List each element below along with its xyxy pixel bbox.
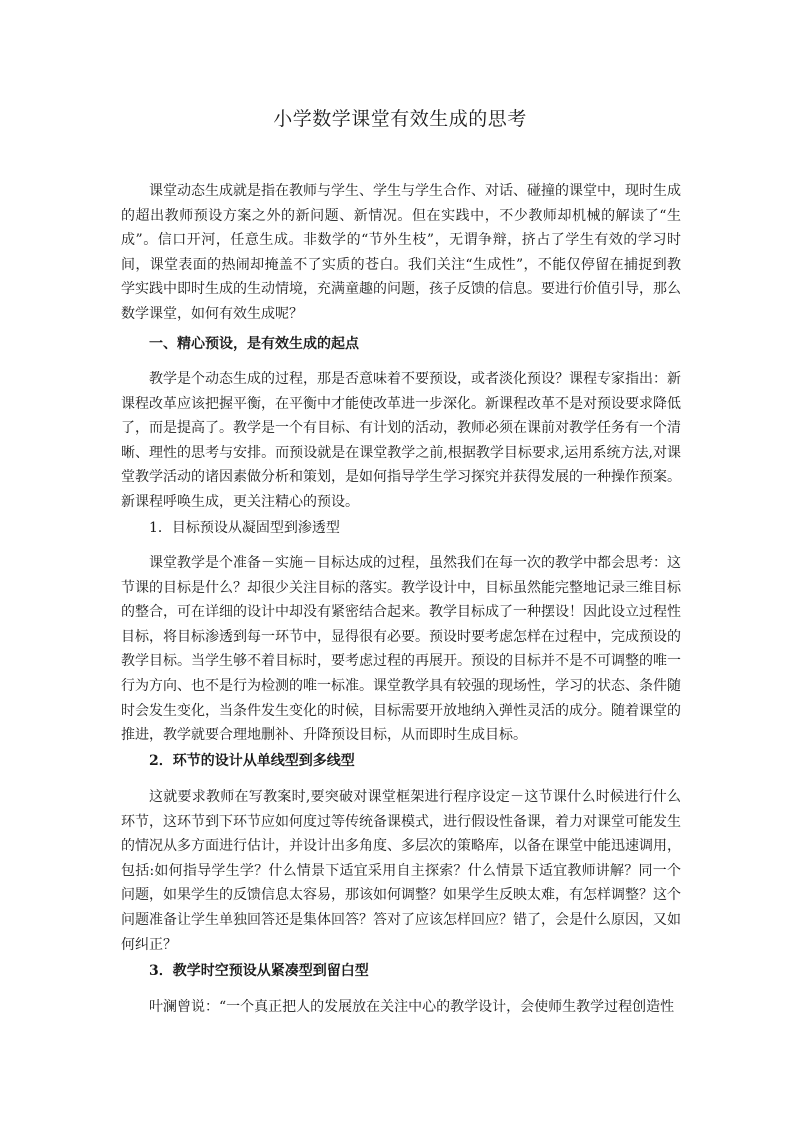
subsection-3-heading: 3．教学时空预设从紧凑型到留白型	[149, 963, 369, 979]
subsection-3-paragraph: 叶澜曾说：“一个真正把人的发展放在关注中心的教学设计，会使师生教学过程创造性	[149, 999, 675, 1015]
section-1-paragraph: 教学是个动态生成的过程，那是否意味着不要预设，或者淡化预设？课程专家指出：新课程改革应该把握平衡，在平衡中才能使改革进一步深化。新课程改革不是对预设要求降低了，而是提高了。教学是一个有目标、有计划的活动，教师必须在课前对教学任务有一个清晰、理性的思考与安排。而预设就是在课堂教学之前,根据教学目标要求,运用系统方法,对课堂教学活动的诸因素做分析和策划，是如何指导学生学习探究并获得发展的一种操作预案。新课程呼唤生成，更关注精心的预设。	[121, 371, 681, 510]
intro-paragraph: 课堂动态生成就是指在教师与学生、学生与学生合作、对话、碰撞的课堂中，现时生成的超出教师预设方案之外的新问题、新情况。但在实践中，不少教师却机械的解读了“生成”。信口开河，任意生成。非数学的“节外生枝”，无谓争辩，挤占了学生有效的学习时间，课堂表面的热闹却掩盖不了实质的苍白。我们关注“生成性”，不能仅停留在捕捉到教学实践中即时生成的生动情境，充满童趣的问题，孩子反馈的信息。要进行价值引导，那么数学课堂，如何有效生成呢？	[121, 183, 681, 322]
document-title: 小学数学课堂有效生成的思考	[273, 108, 527, 130]
section-1-heading: 一、精心预设，是有效生成的起点	[149, 336, 359, 352]
subsection-2-heading: 2．环节的设计从单线型到多线型	[149, 753, 355, 769]
subsection-2-paragraph: 这就要求教师在写教案时,要突破对课堂框架进行程序设定－这节课什么时候进行什么环节，这环节到下环节应如何度过等传统备课模式，进行假设性备课，着力对课堂可能发生的情况从多方面进行估计，并设计出多角度、多层次的策略库，以备在课堂中能迅速调用，包括:如何指导学生学？什么情景下适宜采用自主探索？什么情景下适宜教师讲解？同一个问题，如果学生的反馈信息太容易，那该如何调整？如果学生反映太难，有怎样调整？这个问题准备让学生单独回答还是集体回答？答对了应该怎样回应？错了，会是什么原因，又如何纠正？	[121, 789, 681, 953]
subsection-1-heading: 1．目标预设从凝固型到渗透型	[149, 520, 340, 536]
subsection-1-paragraph: 课堂教学是个准备－实施－目标达成的过程，虽然我们在每一次的教学中都会思考：这节课的目标是什么？却很少关注目标的落实。教学设计中，目标虽然能完整地记录三维目标的整合，可在详细的设计中却没有紧密结合起来。教学目标成了一种摆设！因此设立过程性目标，将目标渗透到每一环节中，显得很有必要。预设时要考虑怎样在过程中，完成预设的教学目标。当学生够不着目标时，要考虑过程的再展开。预设的目标并不是不可调整的唯一行为方向、也不是行为检测的唯一标准。课堂教学具有较强的现场性，学习的状态、条件随时会发生变化，当条件发生变化的时候，目标需要开放地纳入弹性灵活的成分。随着课堂的推进，教学就要合理地删补、升降预设目标，从而即时生成目标。	[121, 555, 681, 744]
